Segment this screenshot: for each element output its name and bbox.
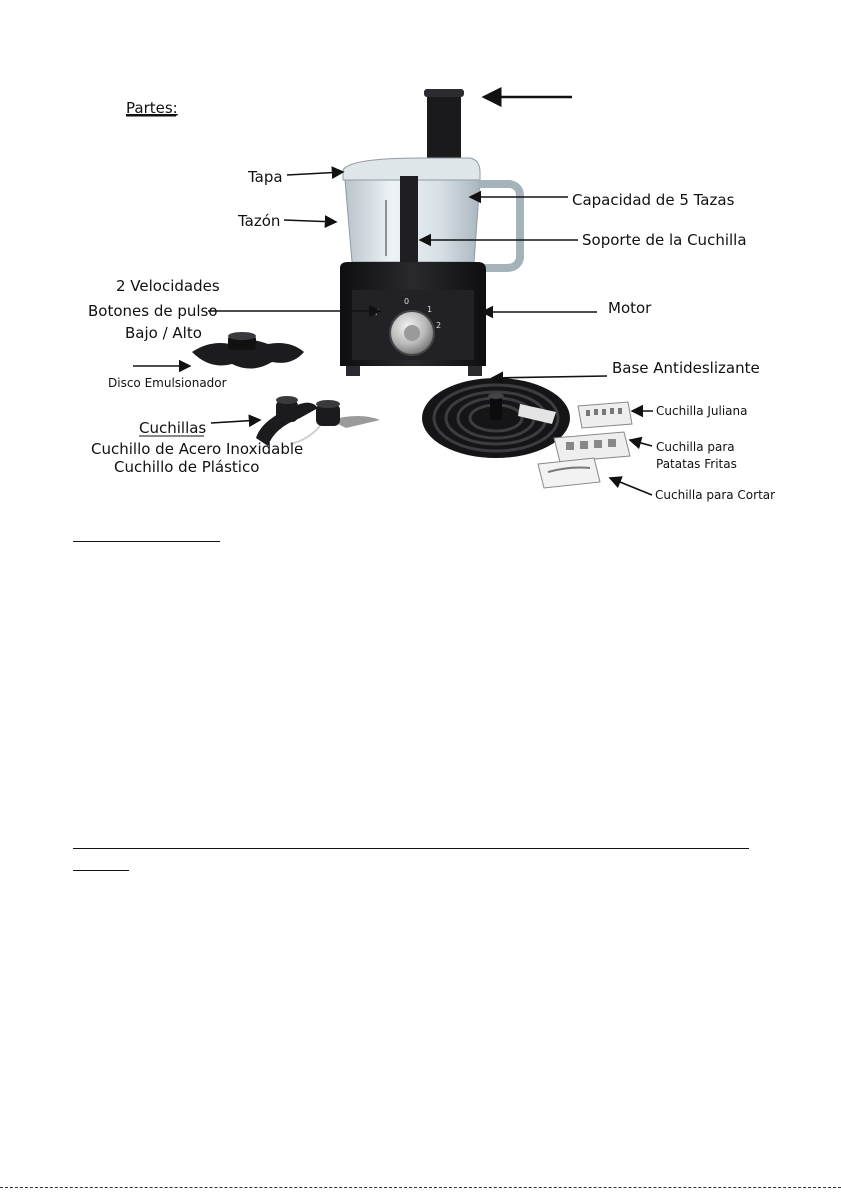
label-capacidad: Capacidad de 5 Tazas xyxy=(572,191,735,209)
pusher xyxy=(427,92,461,162)
emulsifying-disc-image xyxy=(192,332,304,369)
label-velocidades-3: Bajo / Alto xyxy=(125,324,202,342)
blank-heading-line-3 xyxy=(73,870,129,871)
pusher-cap xyxy=(424,89,464,97)
label-disco: Disco Emulsionador xyxy=(108,376,227,390)
dial-mark-2: 2 xyxy=(436,321,442,330)
spiral-disc-image xyxy=(422,378,570,458)
label-cuchillas-1: Cuchillo de Acero Inoxidable xyxy=(91,440,304,458)
blank-heading-line-2 xyxy=(73,848,749,849)
label-juliana: Cuchilla Juliana xyxy=(656,404,748,418)
label-patatas-1: Cuchilla para xyxy=(656,440,735,454)
arrow-cortar xyxy=(610,478,652,495)
dial-mark-1: 1 xyxy=(427,305,433,314)
label-tapa: Tapa xyxy=(248,168,283,186)
label-cortar: Cuchilla para Cortar xyxy=(655,488,776,502)
dial-mark-p: P xyxy=(375,308,380,317)
label-patatas-2: Patatas Fritas xyxy=(656,457,737,471)
label-tazon: Tazón xyxy=(238,212,281,230)
arrow-patatas xyxy=(630,440,652,446)
label-soporte: Soporte de la Cuchilla xyxy=(582,231,747,249)
speed-dial-center xyxy=(404,325,420,341)
fries-plate-image xyxy=(554,432,630,462)
parts-diagram xyxy=(0,0,841,520)
julienne-plate-image xyxy=(578,402,632,428)
blade-shaft xyxy=(400,176,418,266)
arrow-base xyxy=(492,376,607,378)
label-cuchillas-title: Cuchillas xyxy=(139,419,207,437)
arrow-tapa xyxy=(287,172,343,175)
label-motor: Motor xyxy=(608,299,652,317)
blank-heading-line-1 xyxy=(73,541,220,542)
label-velocidades-2: Botones de pulso xyxy=(88,302,218,320)
dial-mark-0: 0 xyxy=(404,297,410,306)
parts-heading: Partes: xyxy=(126,99,178,117)
foot-right xyxy=(468,366,482,376)
food-processor-image xyxy=(340,89,520,376)
label-velocidades-1: 2 Velocidades xyxy=(116,277,220,295)
arrow-cuchillas xyxy=(211,420,260,423)
blades-image xyxy=(256,396,380,446)
slicing-plate-image xyxy=(538,458,600,488)
label-base: Base Antideslizante xyxy=(612,359,760,377)
label-cuchillas-2: Cuchillo de Plástico xyxy=(114,458,260,476)
foot-left xyxy=(346,366,360,376)
page-bottom-border xyxy=(0,1187,841,1188)
arrow-tazon xyxy=(284,220,336,222)
